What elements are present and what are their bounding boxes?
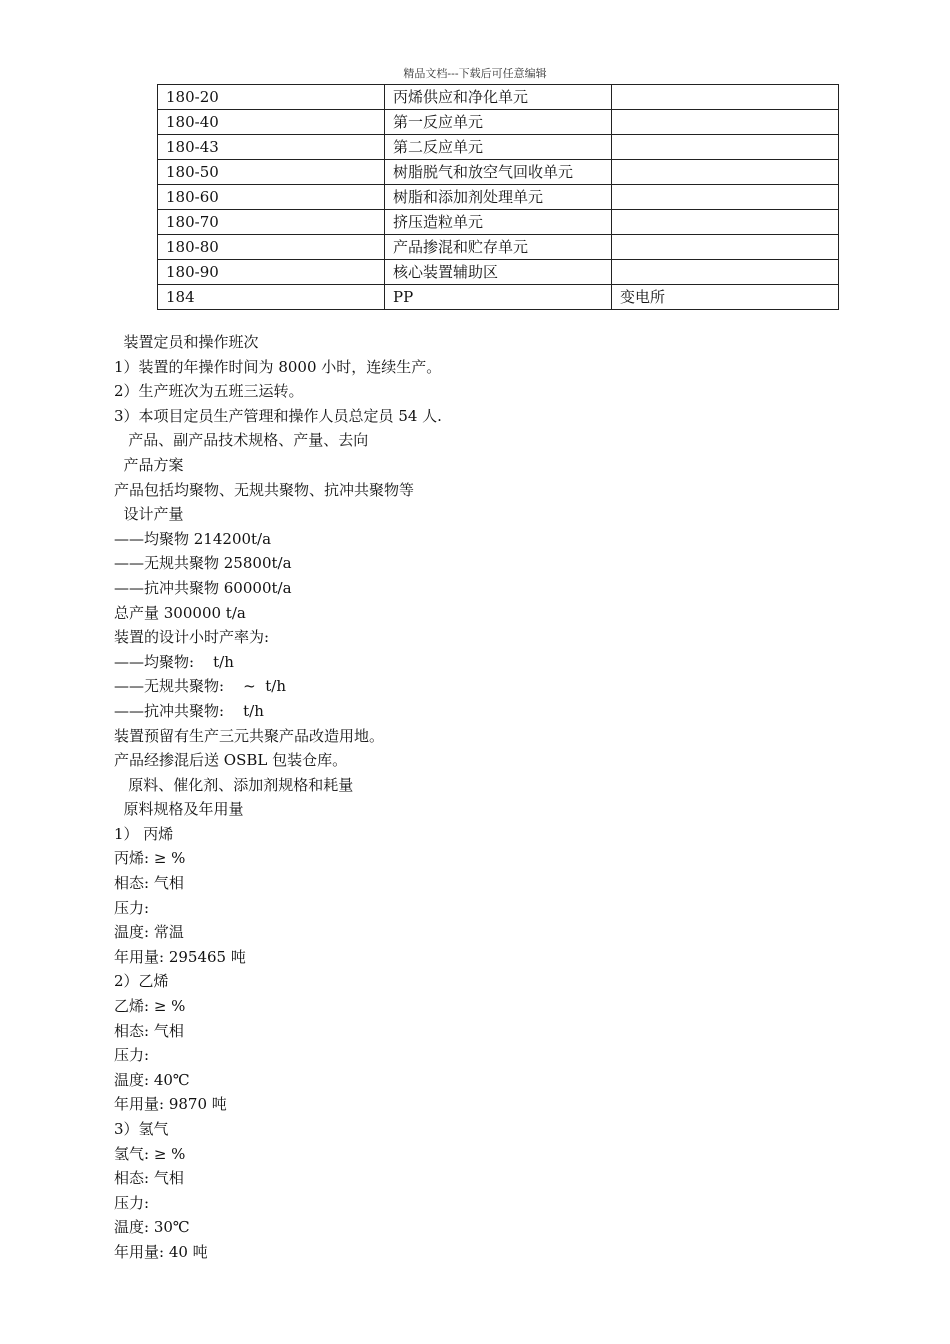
body-line: 丙烯: ≥ % [114,849,186,868]
list-item-heading: 1） 丙烯 [114,824,174,843]
body-line: 氢气: ≥ % [114,1144,186,1163]
body-line: 乙烯: ≥ % [114,997,186,1016]
document-body [114,330,874,1265]
body-line: ——均聚物 214200t/a [114,529,272,548]
list-item-heading: 2）乙烯 [114,972,169,991]
body-line: 温度: 常温 [114,923,184,942]
unit-code-cell: 180-43 [158,135,385,160]
body-line: 2）生产班次为五班三运转。 [114,382,304,401]
body-line: 产品包括均聚物、无规共聚物、抗冲共聚物等 [114,480,415,499]
table-row [158,235,839,260]
table-row [158,135,839,160]
unit-note-cell [612,160,839,185]
unit-code-cell: 180-80 [158,235,385,260]
subsection-heading-raw-material-specs: 原料规格及年用量 [114,800,244,819]
body-line: 产品经掺混后送 OSBL 包装仓库。 [114,751,348,770]
section-heading-raw-materials: 原料、催化剂、添加剂规格和耗量 [114,775,354,794]
list-item-heading: 3）氢气 [114,1120,169,1138]
unit-note-cell [612,260,839,285]
body-line: 年用量: 9870 吨 [114,1095,227,1114]
body-line: 装置的设计小时产率为: [114,628,270,647]
unit-name-cell: 树脂脱气和放空气回收单元 [385,160,612,185]
section-heading-products: 产品、副产品技术规格、产量、去向 [114,431,369,450]
body-line: 3）本项目定员生产管理和操作人员总定员 54 人. [114,406,442,425]
body-line: 相态: 气相 [114,1021,184,1040]
unit-note-cell [612,235,839,260]
body-line: ——抗冲共聚物: t/h [114,701,264,720]
body-line: ——无规共聚物 25800t/a [114,554,292,573]
body-line: ——抗冲共聚物 60000t/a [114,578,292,597]
table-row [158,185,839,210]
unit-name-cell: 丙烯供应和净化单元 [385,85,612,110]
body-line: 年用量: 295465 吨 [114,947,246,966]
body-line: 温度: 30℃ [114,1218,190,1237]
unit-code-cell: 180-70 [158,210,385,235]
unit-code-cell: 180-60 [158,185,385,210]
body-line: 相态: 气相 [114,874,184,893]
unit-name-cell: 挤压造粒单元 [385,210,612,235]
unit-note-cell [612,135,839,160]
body-line: ——均聚物: t/h [114,652,234,671]
unit-code-cell: 180-50 [158,160,385,185]
body-line: 压力: [114,898,150,917]
unit-name-cell: 产品掺混和贮存单元 [385,235,612,260]
body-line: 温度: 40℃ [114,1070,190,1089]
body-line: ——无规共聚物: ~ t/h [114,677,286,696]
unit-note-cell [612,110,839,135]
body-line: 年用量: 40 吨 [114,1242,208,1261]
table-row [158,210,839,235]
table-row [158,160,839,185]
body-line: 相态: 气相 [114,1169,184,1188]
unit-note-cell [612,185,839,210]
body-line: 装置预留有生产三元共聚产品改造用地。 [114,726,385,745]
table-row [158,285,839,310]
unit-note-cell: 变电所 [612,285,839,310]
body-line: 1）装置的年操作时间为 8000 小时，连续生产。 [114,357,442,376]
unit-note-cell [612,85,839,110]
unit-name-cell: 树脂和添加剂处理单元 [385,185,612,210]
unit-code-cell: 180-40 [158,110,385,135]
unit-note-cell [612,210,839,235]
unit-table [157,84,839,310]
table-row [158,85,839,110]
unit-name-cell: 核心装置辅助区 [385,260,612,285]
subsection-heading-product-plan: 产品方案 [114,455,184,474]
section-heading-staffing: 装置定员和操作班次 [114,333,259,351]
table-row [158,260,839,285]
unit-name-cell: 第二反应单元 [385,135,612,160]
table-row [158,110,839,135]
unit-code-cell: 180-20 [158,85,385,110]
body-line: 压力: [114,1046,150,1065]
subsection-heading-design-capacity: 设计产量 [114,505,184,524]
unit-code-cell: 184 [158,285,385,310]
unit-name-cell: 第一反应单元 [385,110,612,135]
body-line: 总产量 300000 t/a [114,603,246,622]
page-header-watermark: 精品文档---下载后可任意编辑 [403,67,547,80]
unit-code-cell: 180-90 [158,260,385,285]
body-line: 压力: [114,1193,150,1212]
unit-name-cell: PP [385,285,612,310]
